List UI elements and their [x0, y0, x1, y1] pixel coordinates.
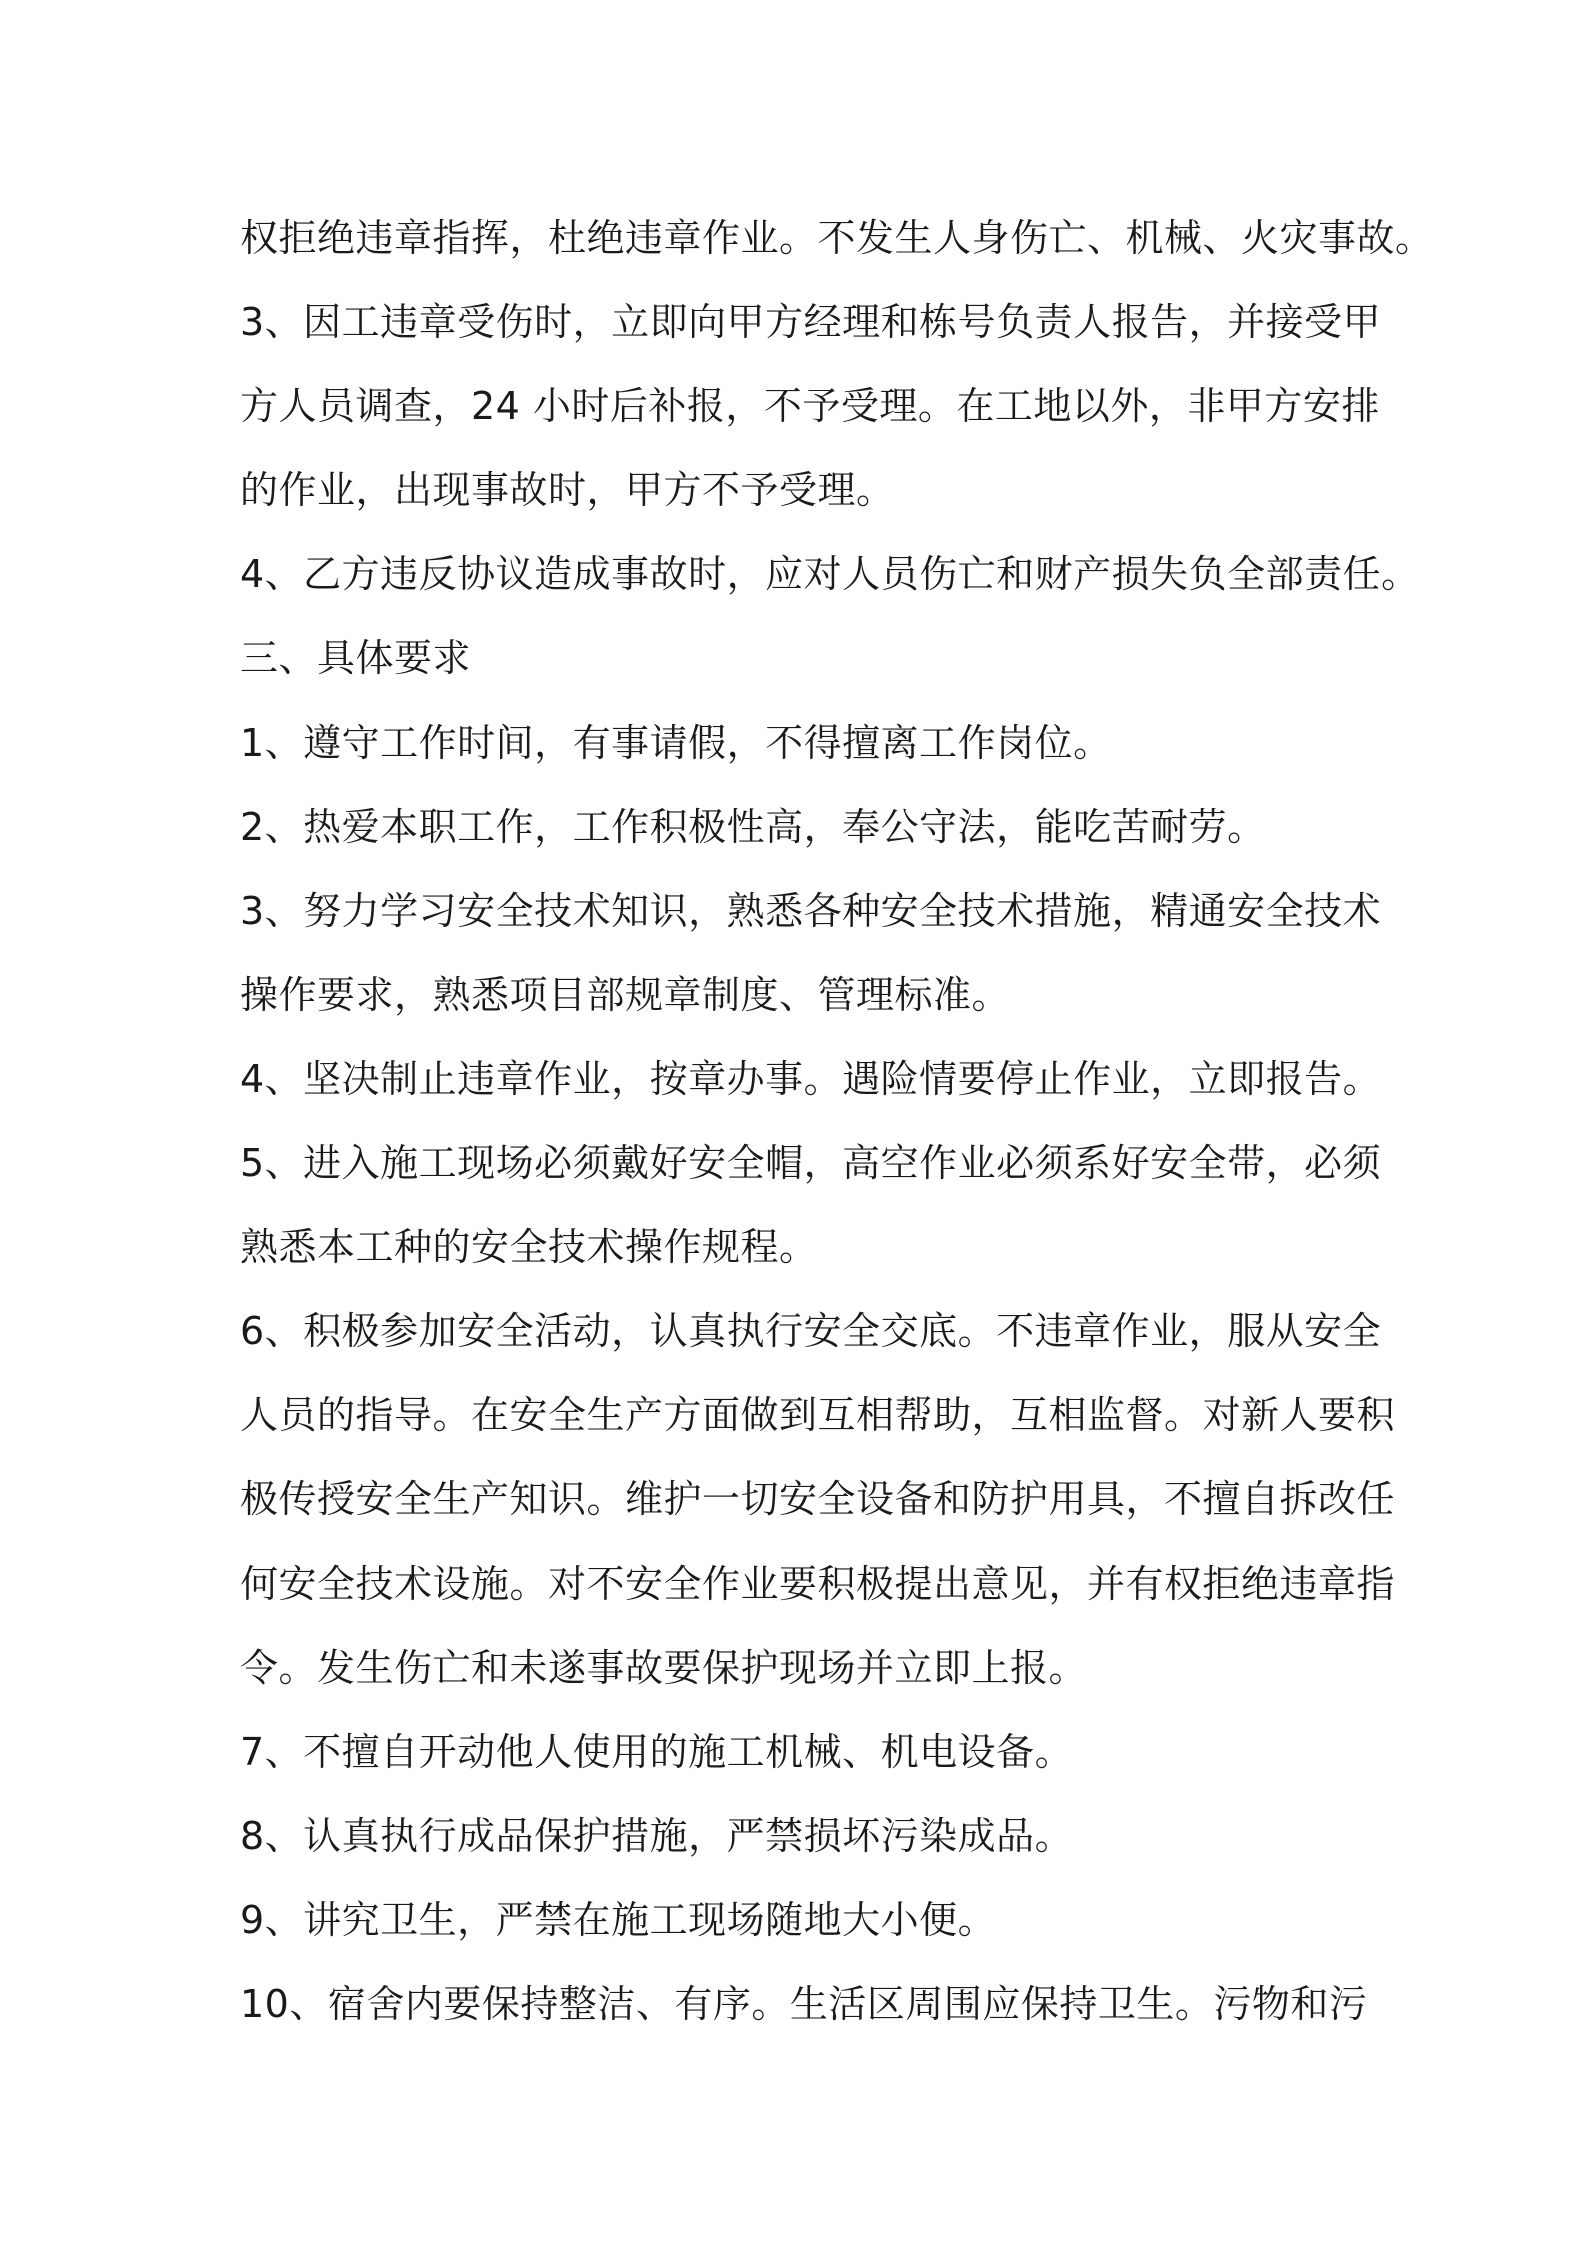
- text-line: 9、讲究卫生，严禁在施工现场随地大小便。: [240, 1897, 997, 1942]
- text-line: 2、热爱本职工作，工作积极性高，奉公守法，能吃苦耐劳。: [240, 804, 1266, 849]
- text-line: 10、宿舍内要保持整洁、有序。生活区周围应保持卫生。污物和污: [240, 1981, 1368, 2026]
- text-line: 5、进入施工现场必须戴好安全帽，高空作业必须系好安全带，必须: [240, 1141, 1382, 1186]
- text-line: 的作业，出现事故时，甲方不予受理。: [240, 468, 895, 513]
- text-line: 方人员调查，24 小时后补报，不予受理。在工地以外，非甲方安排: [240, 384, 1380, 429]
- text-line: 令。发生伤亡和未遂事故要保护现场并立即上报。: [240, 1645, 1088, 1690]
- text-line: 人员的指导。在安全生产方面做到互相帮助，互相监督。对新人要积: [240, 1393, 1396, 1438]
- section-heading: 三、具体要求: [240, 636, 472, 681]
- text-line: 极传授安全生产知识。维护一切安全设备和防护用具，不擅自拆改任: [240, 1477, 1396, 1522]
- text-line: 权拒绝违章指挥，杜绝违章作业。不发生人身伤亡、机械、火灾事故。: [240, 216, 1434, 260]
- text-line: 熟悉本工种的安全技术操作规程。: [240, 1225, 818, 1270]
- text-line: 1、遵守工作时间，有事请假，不得擅离工作岗位。: [240, 720, 1112, 765]
- document-body: [240, 196, 1434, 2046]
- text-line: 7、不擅自开动他人使用的施工机械、机电设备。: [240, 1729, 1074, 1774]
- text-line: 何安全技术设施。对不安全作业要积极提出意见，并有权拒绝违章指: [240, 1561, 1396, 1606]
- text-line: 8、认真执行成品保护措施，严禁损坏污染成品。: [240, 1813, 1074, 1858]
- text-line: 操作要求，熟悉项目部规章制度、管理标准。: [240, 972, 1011, 1017]
- text-line: 3、努力学习安全技术知识，熟悉各种安全技术措施，精通安全技术: [240, 888, 1382, 933]
- text-line: 4、坚决制止违章作业，按章办事。遇险情要停止作业，立即报告。: [240, 1056, 1382, 1101]
- text-line: 6、积极参加安全活动，认真执行安全交底。不违章作业，服从安全: [240, 1309, 1382, 1354]
- text-line: 3、因工违章受伤时，立即向甲方经理和栋号负责人报告，并接受甲: [240, 300, 1382, 345]
- text-line: 4、乙方违反协议造成事故时，应对人员伤亡和财产损失负全部责任。: [240, 552, 1420, 597]
